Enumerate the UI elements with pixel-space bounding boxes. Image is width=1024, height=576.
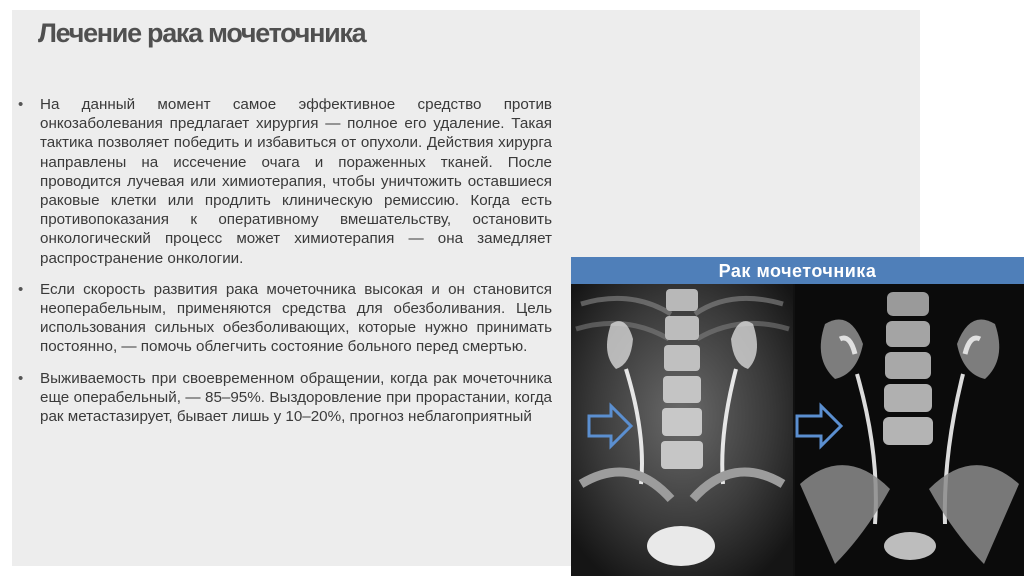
bullet-dot: •: [18, 280, 24, 298]
bullet-list: [18, 95, 552, 438]
bullet-text: На данный момент самое эффективное средство против онкозаболевания предлагает хирургия — полное его удаление. Такая тактика позволяет победить и избавиться от опухоли. Действия хирурга направлены на иссечение очага и пораженных тканей. После проводится лучевая или химиотерапия, чтобы уничтожить оставшиеся раковые клетки или продлить клиническую ремиссию. Когда есть противопоказания к оперативному вмешательству, остановить онкологический процесс может химиотерапия — она замедляет распространение онкологии.: [40, 96, 552, 267]
figure-caption: Рак мочеточника: [571, 257, 1024, 284]
xray-figure: [571, 257, 1024, 576]
bullet-item: [18, 95, 552, 268]
xray-image-urogram: [571, 284, 793, 576]
bullet-item: [18, 280, 552, 357]
xray-image-ct-3d: [795, 284, 1024, 576]
bullet-text: Если скорость развития рака мочеточника высокая и он становится неоперабельным, применяются средства для обезболивания. Цель использования сильных обезболивающих, которые нужно принимать постоянно, — помочь облегчить состояние больного перед смертью.: [40, 280, 552, 356]
slide-title: Лечение рака мочеточника: [38, 18, 366, 48]
bullet-dot: •: [18, 369, 24, 387]
bullet-item: [18, 369, 552, 427]
bullet-dot: •: [18, 96, 24, 113]
bullet-text: Выживаемость при своевременном обращении, когда рак мочеточника еще операбельный, — 85–95%. Выздоровление при прорастании, когда рак метастазирует, бывает лишь у 10–20%, прогноз неблагоприятный: [40, 369, 552, 426]
